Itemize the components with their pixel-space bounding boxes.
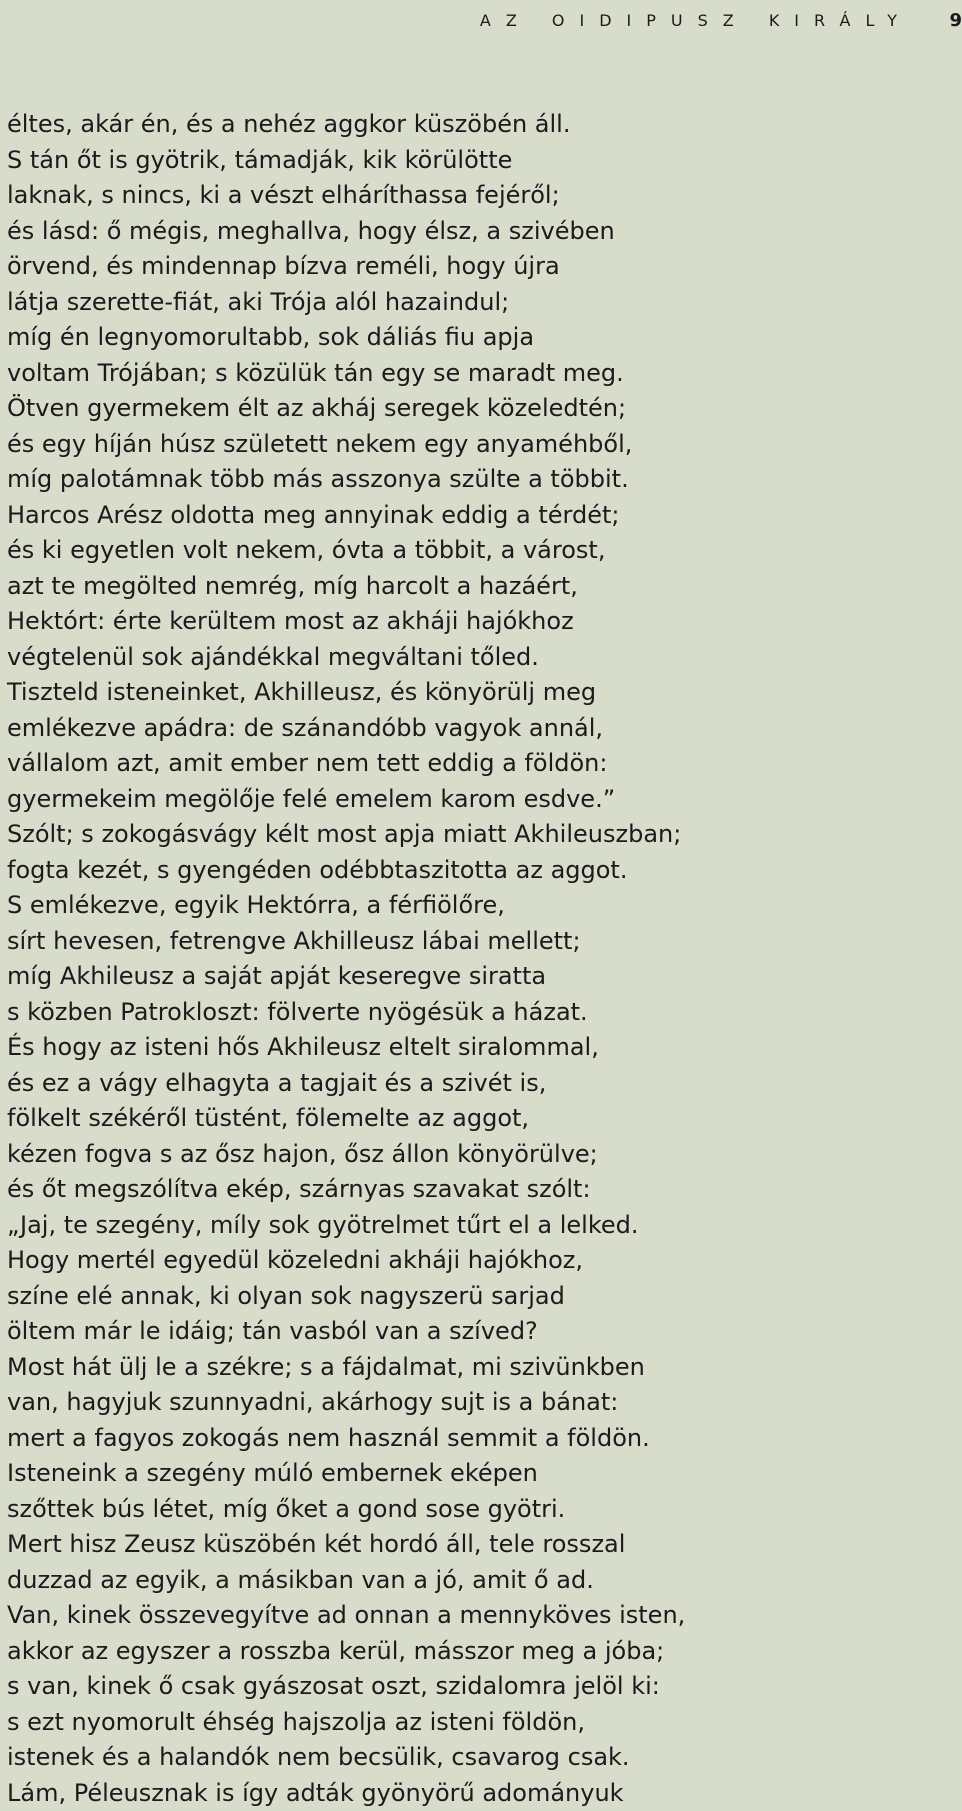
running-header-title: AZ OIDIPUSZ KIRÁLY bbox=[479, 11, 912, 30]
poem-line: azt te megölted nemrég, míg harcolt a hazáért, bbox=[7, 571, 578, 600]
poem-line: És hogy az isteni hős Akhileusz eltelt siralommal, bbox=[7, 1033, 599, 1061]
poem-line: s közben Patrokloszt: fölverte nyögésük a házat. bbox=[7, 997, 588, 1026]
poem-line: Mert hisz Zeusz küszöbén két hordó áll, tele rosszal bbox=[7, 1530, 626, 1558]
poem-line: színe elé annak, ki olyan sok nagyszerü sarjad bbox=[7, 1281, 565, 1310]
poem-line: Hogy mertél egyedül közeledni akháji hajókhoz, bbox=[7, 1246, 584, 1274]
poem-line: laknak, s nincs, ki a vészt elháríthassa fejéről; bbox=[7, 181, 560, 209]
poem-line: fölkelt székéről tüstént, fölemelte az aggot, bbox=[7, 1104, 530, 1132]
poem-line: voltam Trójában; s közülük tán egy se maradt meg. bbox=[7, 358, 624, 387]
poem-line: éltes, akár én, és a nehéz aggkor küszöbén áll. bbox=[7, 110, 571, 138]
poem-line: míg Akhileusz a saját apját keseregve siratta bbox=[7, 962, 547, 990]
poem-line: kézen fogva s az ősz hajon, ősz állon könyörülve; bbox=[7, 1139, 598, 1168]
poem-line: fogta kezét, s gyengéden odébbtaszitotta az aggot. bbox=[7, 855, 628, 884]
poem-line: Ötven gyermekem élt az akháj seregek közeledtén; bbox=[7, 394, 627, 422]
poem-line: Szólt; s zokogásvágy kélt most apja miatt Akhileuszban; bbox=[7, 820, 682, 848]
poem-text bbox=[7, 107, 952, 1811]
poem-line: és egy híján húsz született nekem egy anyaméhből, bbox=[7, 429, 633, 458]
page-number: 9 bbox=[949, 10, 962, 31]
poem-line: Harcos Arész oldotta meg annyinak eddig a térdét; bbox=[7, 500, 620, 529]
poem-line: Isteneink a szegény múló embernek eképen bbox=[7, 1459, 538, 1487]
poem-line: végtelenül sok ajándékkal megváltani tőled. bbox=[7, 642, 539, 671]
poem-line: s ezt nyomorult éhség hajszolja az isteni földön, bbox=[7, 1707, 585, 1736]
running-header bbox=[0, 6, 960, 36]
poem-line: és lásd: ő mégis, meghallva, hogy élsz, a szivében bbox=[7, 216, 615, 245]
poem-line: S emlékezve, egyik Hektórra, a férfiölőre, bbox=[7, 891, 505, 919]
poem-line: S tán őt is gyötrik, támadják, kik körülötte bbox=[7, 145, 513, 174]
poem-line: gyermekeim megölője felé emelem karom esdve.” bbox=[7, 784, 616, 813]
poem-line: látja szerette-fiát, aki Trója alól hazaindul; bbox=[7, 287, 510, 316]
poem-line: Van, kinek összevegyítve ad onnan a mennyköves isten, bbox=[7, 1601, 686, 1629]
poem-line: sírt hevesen, fetrengve Akhilleusz lábai mellett; bbox=[7, 926, 581, 955]
poem-line: Tiszteld isteneinket, Akhilleusz, és könyörülj meg bbox=[7, 678, 597, 706]
poem-line: és őt megszólítva ekép, szárnyas szavakat szólt: bbox=[7, 1175, 591, 1203]
poem-line: mert a fagyos zokogás nem használ semmit a földön. bbox=[7, 1423, 650, 1452]
poem-line: és ki egyetlen volt nekem, óvta a többit, a várost, bbox=[7, 536, 606, 564]
poem-line: Lám, Péleusznak is így adták gyönyörű adományuk bbox=[7, 1778, 624, 1807]
poem-line: s van, kinek ő csak gyászosat oszt, szidalomra jelöl ki: bbox=[7, 1672, 660, 1700]
poem-line: örvend, és mindennap bízva reméli, hogy újra bbox=[7, 252, 560, 280]
poem-line: vállalom azt, amit ember nem tett eddig a földön: bbox=[7, 749, 608, 777]
poem-line: emlékezve apádra: de szánandóbb vagyok annál, bbox=[7, 713, 604, 742]
poem-line: Most hát ülj le a székre; s a fájdalmat, mi szivünkben bbox=[7, 1352, 645, 1381]
poem-line: szőttek bús létet, míg őket a gond sose gyötri. bbox=[7, 1494, 566, 1523]
poem-line: duzzad az egyik, a másikban van a jó, amit ő ad. bbox=[7, 1565, 594, 1594]
poem-line: istenek és a halandók nem becsülik, csavarog csak. bbox=[7, 1743, 630, 1771]
poem-line: Hektórt: érte kerültem most az akháji hajókhoz bbox=[7, 607, 574, 635]
poem-line: míg én legnyomorultabb, sok dáliás fiu apja bbox=[7, 323, 535, 351]
poem-line: öltem már le idáig; tán vasból van a szíved? bbox=[7, 1317, 538, 1345]
poem-line: akkor az egyszer a rosszba kerül, másszor meg a jóba; bbox=[7, 1636, 665, 1665]
poem-line: és ez a vágy elhagyta a tagjait és a szivét is, bbox=[7, 1068, 547, 1097]
poem-line: „Jaj, te szegény, míly sok gyötrelmet tűrt el a lelked. bbox=[7, 1210, 639, 1239]
poem-line: van, hagyjuk szunnyadni, akárhogy sujt is a bánat: bbox=[7, 1388, 619, 1416]
poem-line: míg palotámnak több más asszonya szülte a többit. bbox=[7, 465, 629, 493]
